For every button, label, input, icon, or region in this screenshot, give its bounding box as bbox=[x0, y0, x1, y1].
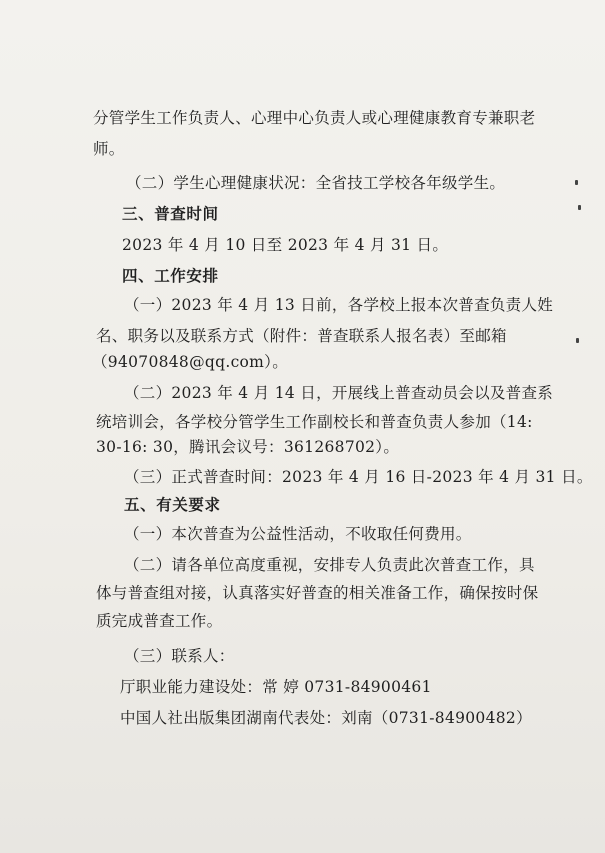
section-heading: 四、工作安排 bbox=[122, 266, 219, 285]
body-text-line: 2023 年 4 月 10 日至 2023 年 4 月 31 日。 bbox=[122, 236, 449, 254]
contact-line: 中国人社出版集团湖南代表处：刘南（0731-84900482） bbox=[120, 709, 532, 727]
body-text-line: 名、职务以及联系方式（附件：普查联系人报名表）至邮箱 bbox=[96, 327, 507, 345]
body-text-line: 30-16: 30，腾讯会议号：361268702）。 bbox=[96, 438, 400, 456]
paper-speck bbox=[575, 180, 578, 185]
body-text-line: （94070848@qq.com）。 bbox=[92, 353, 289, 371]
body-text-line: 师。 bbox=[93, 140, 125, 158]
body-text-line: （二）2023 年 4 月 14 日，开展线上普查动员会以及普查系 bbox=[124, 384, 554, 402]
body-text-line: 体与普查组对接，认真落实好普查的相关准备工作，确保按时保 bbox=[96, 584, 539, 602]
paper-speck bbox=[576, 338, 579, 343]
paper-speck bbox=[578, 205, 581, 210]
section-heading: 五、有关要求 bbox=[124, 495, 221, 514]
body-text-line: 分管学生工作负责人、心理中心负责人或心理健康教育专兼职老 bbox=[93, 109, 536, 127]
body-text-line: （一）2023 年 4 月 13 日前，各学校上报本次普查负责人姓 bbox=[124, 296, 554, 314]
body-text-line: （二）学生心理健康状况：全省技工学校各年级学生。 bbox=[126, 174, 506, 192]
body-text-line: 统培训会，各学校分管学生工作副校长和普查负责人参加（14: bbox=[96, 413, 533, 431]
section-heading: 三、普查时间 bbox=[122, 204, 219, 223]
contact-line: 厅职业能力建设处：常 婷 0731-84900461 bbox=[120, 678, 432, 696]
body-text-line: 质完成普查工作。 bbox=[96, 612, 223, 630]
body-text-line: （一）本次普查为公益性活动，不收取任何费用。 bbox=[124, 525, 472, 543]
body-text-line: （三）联系人： bbox=[124, 647, 235, 665]
body-text-line: （三）正式普查时间：2023 年 4 月 16 日-2023 年 4 月 31 日。 bbox=[124, 468, 593, 486]
body-text-line: （二）请各单位高度重视，安排专人负责此次普查工作，具 bbox=[124, 556, 535, 574]
